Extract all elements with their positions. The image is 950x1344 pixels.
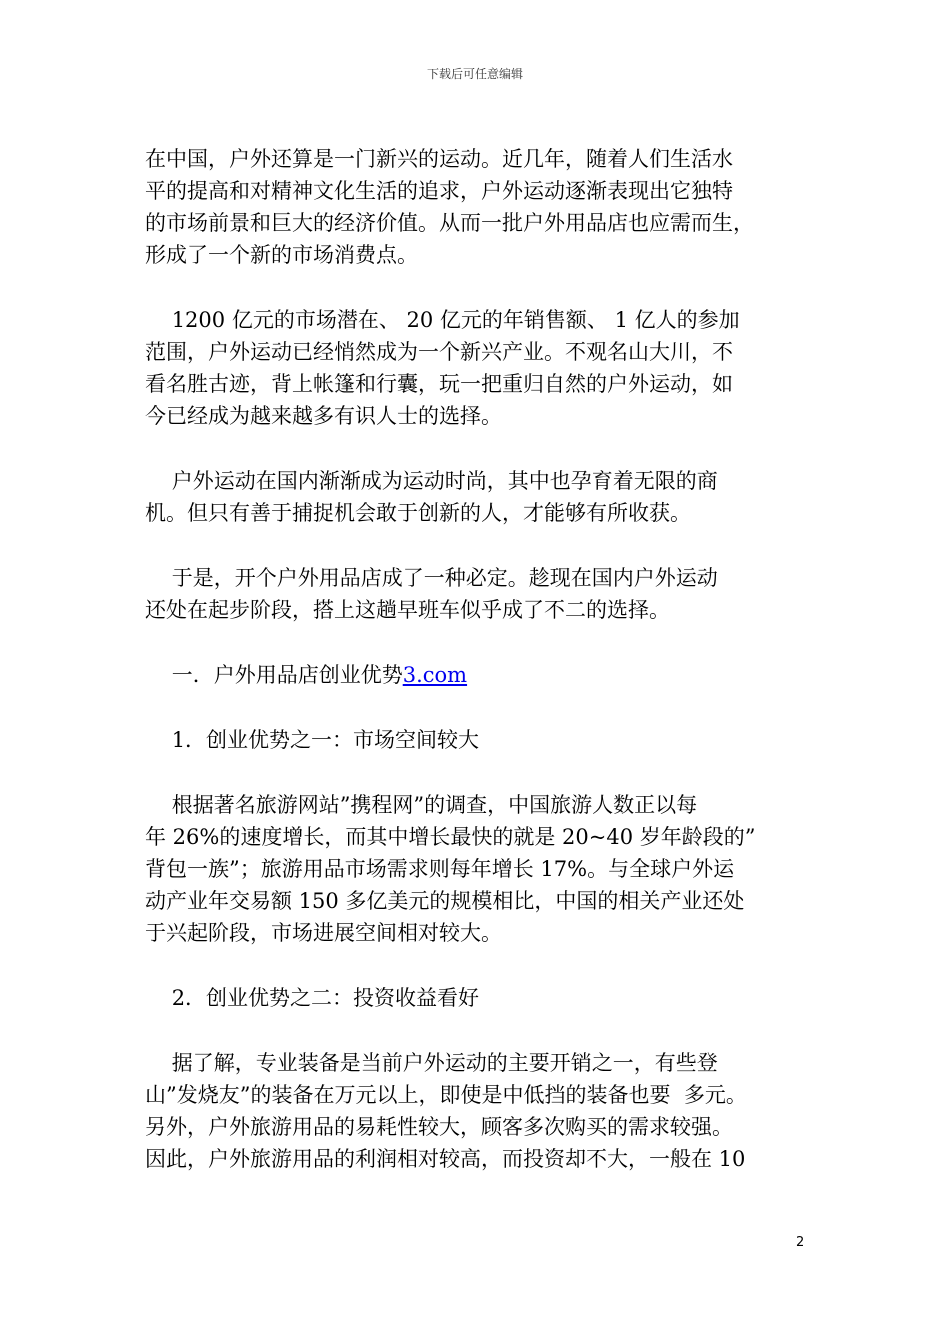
text-line: 于兴起阶段，市场进展空间相对较大。 bbox=[145, 921, 502, 945]
paragraph-decision bbox=[145, 562, 810, 626]
text-line: 动产业年交易额 150 多亿美元的规模相比，中国的相关产业还处 bbox=[145, 889, 745, 913]
section-heading bbox=[145, 659, 810, 691]
inline-link[interactable]: 3.com bbox=[402, 663, 468, 687]
page-number: 2 bbox=[796, 1235, 805, 1250]
text-line: 还处在起步阶段，搭上这趟早班车似乎成了不二的选择。 bbox=[145, 598, 670, 622]
section-heading-text: 一．户外用品店创业优势 bbox=[145, 663, 403, 687]
paragraph-market-scale bbox=[145, 304, 810, 432]
text-line: 于是，开个户外用品店成了一种必定。趁现在国内户外运动 bbox=[145, 566, 718, 590]
text-line: 山”发烧友”的装备在万元以上，即使是中低挡的装备也要 多元。 bbox=[145, 1083, 747, 1107]
text-line: 今已经成为越来越多有识人士的选择。 bbox=[145, 404, 502, 428]
text-line: 背包一族”；旅游用品市场需求则每年增长 17%。与全球户外运 bbox=[145, 857, 735, 881]
page-header: 下载后可任意编辑 bbox=[426, 67, 523, 81]
text-line: 的市场前景和巨大的经济价值。从而一批户外用品店也应需而生， bbox=[145, 211, 754, 235]
text-line: 据了解，专业装备是当前户外运动的主要开销之一，有些登 bbox=[145, 1051, 718, 1075]
paragraph-equipment bbox=[145, 1047, 810, 1175]
subheading-advantage-1 bbox=[145, 724, 810, 756]
text-line: 2．创业优势之二：投资收益看好 bbox=[145, 986, 480, 1010]
paragraph-statistics bbox=[145, 789, 810, 949]
text-line: 形成了一个新的市场消费点。 bbox=[145, 243, 418, 267]
text-line: 看名胜古迹，背上帐篷和行囊，玩一把重归自然的户外运动，如 bbox=[145, 372, 733, 396]
text-line: 在中国，户外还算是一门新兴的运动。近几年，随着人们生活水 bbox=[145, 147, 733, 171]
text-line: 因此，户外旅游用品的利润相对较高，而投资却不大，一般在 10 bbox=[145, 1147, 746, 1171]
text-line: 另外，户外旅游用品的易耗性较大，顾客多次购买的需求较强。 bbox=[145, 1115, 733, 1139]
text-line: 户外运动在国内渐渐成为运动时尚，其中也孕育着无限的商 bbox=[145, 469, 718, 493]
subheading-advantage-2 bbox=[145, 982, 810, 1014]
paragraph-intro bbox=[145, 143, 810, 271]
text-line: 机。但只有善于捕捉机会敢于创新的人，才能够有所收获。 bbox=[145, 501, 691, 525]
text-line: 年 26%的速度增长，而其中增长最快的就是 20~40 岁年龄段的” bbox=[145, 825, 756, 849]
text-line: 范围，户外运动已经悄然成为一个新兴产业。不观名山大川，不 bbox=[145, 340, 733, 364]
document-body bbox=[145, 143, 810, 1175]
text-line: 1．创业优势之一：市场空间较大 bbox=[145, 728, 480, 752]
text-line: 根据著名旅游网站”携程网”的调查，中国旅游人数正以每 bbox=[145, 793, 698, 817]
text-line: 1200 亿元的市场潜在、 20 亿元的年销售额、 1 亿人的参加 bbox=[145, 308, 740, 332]
paragraph-opportunity bbox=[145, 465, 810, 529]
text-line: 平的提高和对精神文化生活的追求，户外运动逐渐表现出它独特 bbox=[145, 179, 733, 203]
